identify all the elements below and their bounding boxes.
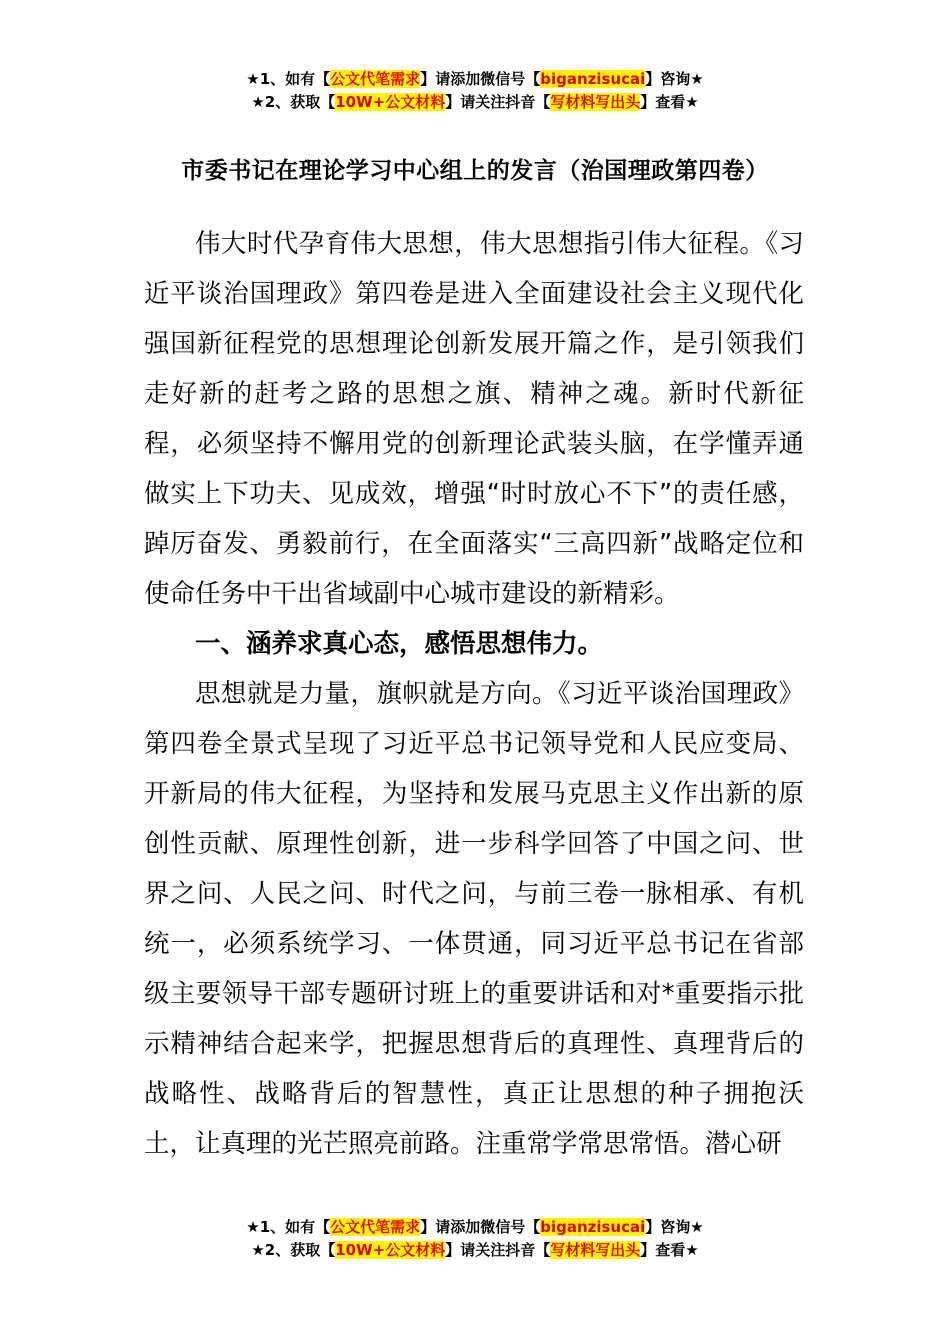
banner-text: 】请添加微信号【 <box>420 1218 541 1236</box>
banner-highlight: 写材料写出头 <box>550 1241 641 1259</box>
banner-line-1 <box>0 1216 950 1239</box>
banner-text: 】请关注抖音【 <box>445 93 551 111</box>
banner-text: ★2、获取【 <box>251 1241 336 1259</box>
top-banner <box>0 68 950 114</box>
banner-highlight: 写材料写出头 <box>550 93 641 111</box>
document-body <box>144 219 804 1169</box>
banner-line-2 <box>0 91 950 114</box>
banner-highlight: 公文代笔需求 <box>330 1218 421 1236</box>
banner-text: 】咨询★ <box>645 70 704 88</box>
paragraph: 思想就是力量，旗帜就是方向。《习近平谈治国理政》第四卷全景式呈现了习近平总书记领导党和人民应变局、开新局的伟大征程，为坚持和发展马克思主义作出新的原创性贡献、原理性创新，进一步科学回答了中国之问、世界之问、人民之问、时代之问，与前三卷一脉相承、有机统一，必须系统学习、一体贯通，同习近平总书记在省部级主要领导干部专题研讨班上的重要讲话和对*重要指示批示精神结合起来学，把握思想背后的真理性、真理背后的战略性、战略背后的智慧性，真正让思想的种子拥抱沃土，让真理的光芒照亮前路。注重常学常思常悟。潜心研 <box>144 679 804 1159</box>
banner-highlight: biganzisucai <box>540 70 646 88</box>
banner-highlight: 10W+公文材料 <box>335 93 446 111</box>
banner-line-2 <box>0 1239 950 1262</box>
paragraph: 伟大时代孕育伟大思想，伟大思想指引伟大征程。《习近平谈治国理政》第四卷是进入全面建设社会主义现代化强国新征程党的思想理论创新发展开篇之作，是引领我们走好新的赶考之路的思想之旗、精神之魂。新时代新征程，必须坚持不懈用党的创新理论武装头脑，在学懂弄通做实上下功夫、见成效，增强“时时放心不下”的责任感，踔厉奋发、勇毅前行，在全面落实“三高四新”战略定位和使命任务中干出省域副中心城市建设的新精彩。 <box>144 229 804 609</box>
banner-highlight: 公文代笔需求 <box>330 70 421 88</box>
banner-text: 】请添加微信号【 <box>420 70 541 88</box>
banner-line-1 <box>0 68 950 91</box>
banner-text: ★1、如有【 <box>246 70 331 88</box>
document-title: 市委书记在理论学习中心组上的发言（治国理政第四卷） <box>181 158 769 184</box>
banner-highlight: 10W+公文材料 <box>335 1241 446 1259</box>
banner-text: ★1、如有【 <box>246 1218 331 1236</box>
banner-highlight: biganzisucai <box>540 1218 646 1236</box>
banner-text: 】请关注抖音【 <box>445 1241 551 1259</box>
banner-text: 】咨询★ <box>645 1218 704 1236</box>
bottom-banner <box>0 1216 950 1262</box>
banner-text: 】查看★ <box>640 93 699 111</box>
banner-text: ★2、获取【 <box>251 93 336 111</box>
section-heading: 一、涵养求真心态，感悟思想伟力。 <box>195 629 604 659</box>
banner-text: 】查看★ <box>640 1241 699 1259</box>
